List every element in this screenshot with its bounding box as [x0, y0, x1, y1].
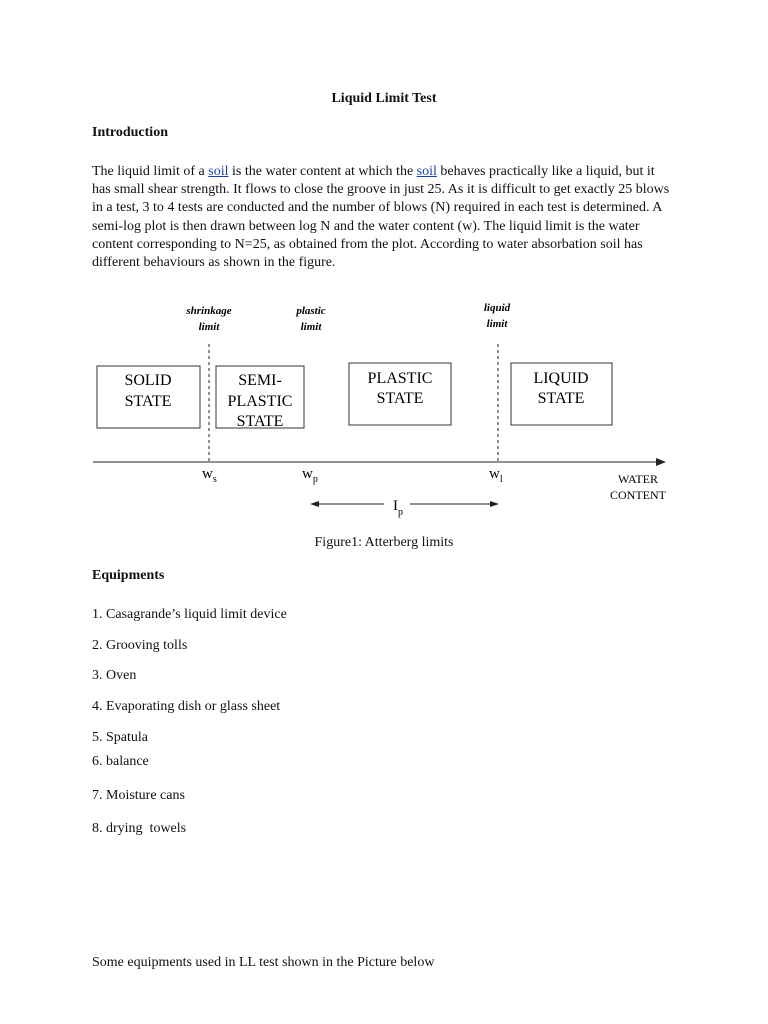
plastic-limit-label-line1: plastic — [296, 305, 326, 317]
semi-plastic-state-label-line2: PLASTIC — [227, 393, 293, 410]
plastic-state-label-line2: STATE — [376, 390, 424, 407]
equipment-item: 1. Casagrande’s liquid limit device — [92, 607, 287, 622]
semi-plastic-state-label-line1: SEMI- — [238, 372, 282, 389]
liquid-limit-label-line2: limit — [486, 318, 508, 330]
solid-state-label-line1: SOLID — [124, 372, 172, 389]
intro-text-3: behaves practically like a liquid, but it has small shear strength. It flows to close the groove in just 25. As it is difficult to get exactly 25 blows in a test, 3 to 4 tests are conducted and the number of blows (N) required in each test is determined. A semi-log plot is then drawn between log N and the water content (w). The liquid limit is the water content corresponding to N=25, as obtained from the plot. According to water absorbation soil has different behaviours as shown in the figure. — [92, 164, 670, 271]
equipment-item: 8. drying towels — [92, 821, 187, 836]
plasticity-index-left-arrowhead — [310, 501, 319, 507]
soil-link-1[interactable]: soil — [208, 164, 229, 179]
shrinkage-limit-label-line1: shrinkage — [186, 305, 232, 317]
equipment-item: 4. Evaporating dish or glass sheet — [92, 699, 281, 714]
soil-link-2[interactable]: soil — [416, 164, 437, 179]
shrinkage-limit-symbol: $w_s$ — [202, 466, 217, 485]
equipment-item: 5. Spatula — [92, 730, 148, 745]
intro-text-1: The liquid limit of a — [92, 164, 209, 179]
water-content-label-line1: WATER — [618, 472, 658, 486]
water-content-label-line2: CONTENT — [610, 488, 666, 502]
liquid-limit-label-line1: liquid — [483, 302, 511, 314]
semi-plastic-state-label-line3: STATE — [236, 413, 284, 430]
equipment-item: 3. Oven — [92, 668, 137, 683]
equipments-heading: Equipments — [92, 568, 165, 583]
equipment-item: 2. Grooving tolls — [92, 638, 188, 653]
introduction-paragraph — [92, 163, 672, 272]
equipment-pictures-note: Some equipments used in LL test shown in the Picture below — [92, 955, 435, 970]
liquid-state-label-line1: LIQUID — [533, 370, 589, 387]
solid-state-label-line2: STATE — [124, 393, 172, 410]
equipment-item: 7. Moisture cans — [92, 788, 185, 803]
liquid-limit-symbol: $w_l$ — [489, 466, 503, 485]
figure-caption: Figure1: Atterberg limits — [314, 535, 454, 550]
atterberg-limits-figure — [88, 296, 688, 526]
intro-text-2: is the water content at which the — [228, 164, 417, 179]
equipment-item: 6. balance — [92, 754, 149, 769]
water-content-axis-arrowhead — [656, 458, 666, 466]
introduction-heading: Introduction — [92, 125, 168, 140]
shrinkage-limit-label-line2: limit — [198, 321, 220, 333]
page-title: Liquid Limit Test — [331, 91, 437, 106]
plastic-state-label-line1: PLASTIC — [367, 370, 433, 387]
plasticity-index-right-arrowhead — [490, 501, 499, 507]
plastic-limit-symbol: $w_p$ — [302, 466, 318, 485]
plasticity-index-symbol: $I_p$ — [393, 498, 403, 518]
liquid-state-label-line2: STATE — [537, 390, 585, 407]
plastic-limit-label-line2: limit — [300, 321, 322, 333]
